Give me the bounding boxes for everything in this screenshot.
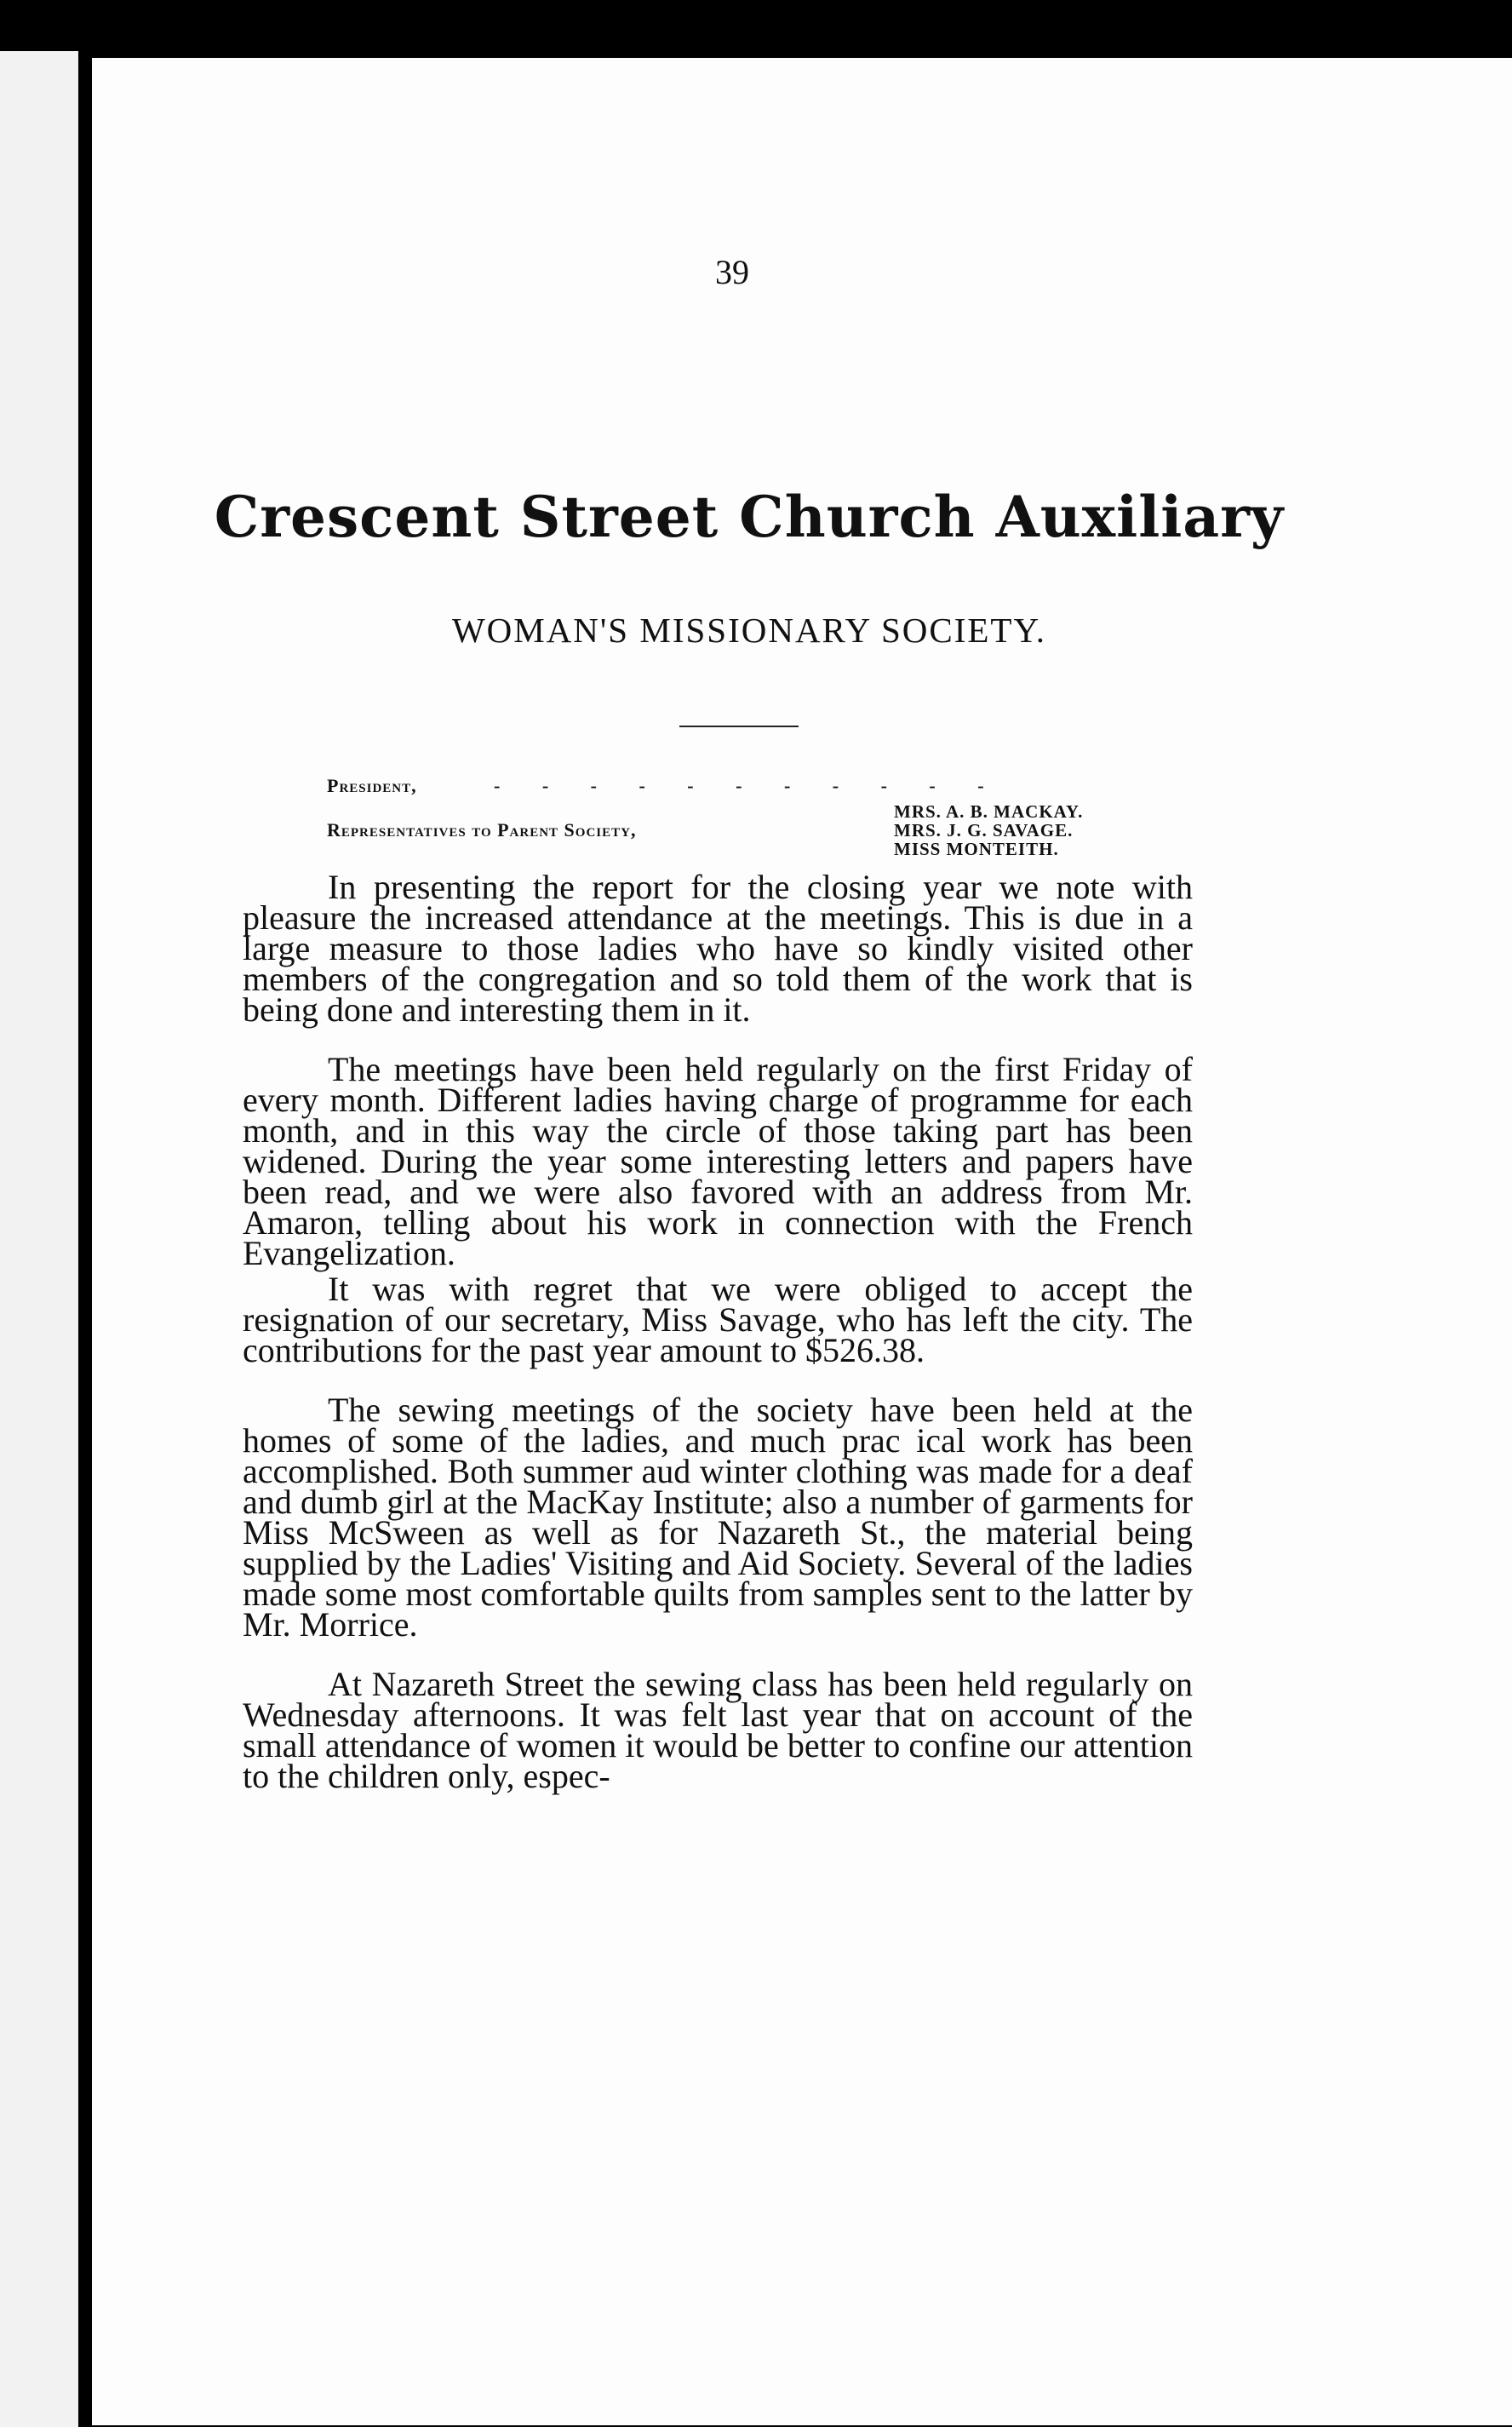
- page-title: Crescent Street Church Auxiliary: [214, 484, 1285, 550]
- page-subtitle: WOMAN'S MISSIONARY SOCIETY.: [451, 611, 1047, 650]
- representatives-label: Representatives to Parent Society,: [327, 819, 637, 841]
- paragraph: It was with regret that we were obliged to accept the resignation of our secretary, Miss Savage, who has left the city. The contributions for the past year amount to $526.38.: [243, 1270, 1193, 1369]
- president-label: President,: [327, 775, 417, 796]
- paragraph: The sewing meetings of the society have been held at the homes of some of the ladies, and much prac ical work has been accomplished. Both summer aud winter clothing was made for a deaf and dumb girl at the MacKay Institute; also a number of garments for Miss McSween as well as for Nazareth St., the material being supplied by the Ladies' Visiting and Aid Society. Several of the ladies made some most comfortable quilts from samples sent to the latter by Mr. Morrice.: [243, 1391, 1193, 1644]
- officer-names: [894, 802, 1234, 858]
- officer-name: MRS. J. G. SAVAGE.: [894, 820, 1074, 841]
- paragraph: The meetings have been held regularly on the first Friday of every month. Different ladies having charge of programme for each month, and in this way the circle of those taking part has been widened. During the year some interesting letters and papers have been read, and we were also favored with an address from Mr. Amaron, telling about his work in connection with the French Evangelization.: [243, 1050, 1193, 1272]
- facing-page-edge: [0, 51, 78, 2427]
- page-number: 39: [715, 253, 749, 291]
- representatives-row: [327, 819, 636, 841]
- officer-name: MISS MONTEITH.: [894, 839, 1059, 859]
- paragraph: In presenting the report for the closing year we note with pleasure the increased attendance at the meetings. This is due in a large measure to those ladies who have so kindly visited other members of the congregation and so told them of the work that is being done and interesting them in it.: [243, 868, 1193, 1029]
- paragraph: At Nazareth Street the sewing class has been held regularly on Wednesday afternoons. It was felt last year that on account of the small attendance of women it would be better to confine our attention to the children only, espec-: [243, 1665, 1193, 1795]
- title-divider: [679, 726, 799, 727]
- report-body: [243, 868, 1193, 1795]
- president-row: [327, 775, 417, 797]
- officer-name: MRS. A. B. MACKAY.: [894, 801, 1084, 822]
- leader-dots: - - - - - - - - - - -: [494, 775, 1003, 796]
